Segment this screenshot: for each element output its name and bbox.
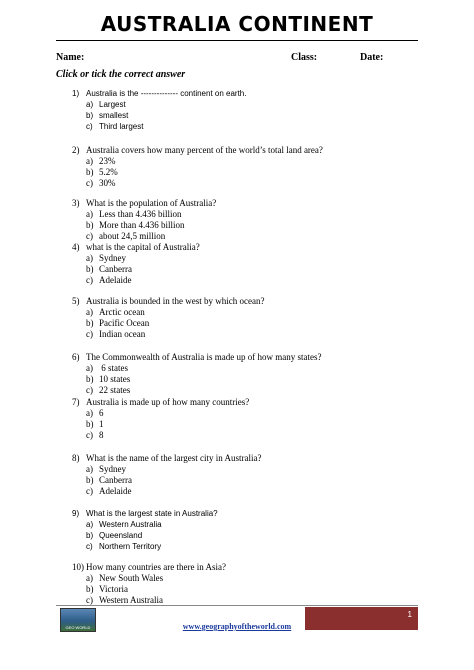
question-2 xyxy=(72,145,323,156)
question-number: 4) xyxy=(72,242,80,252)
question-text: Australia is the -------------- continent on earth. xyxy=(86,89,247,98)
answer-option[interactable] xyxy=(86,307,149,318)
question-8 xyxy=(72,453,262,464)
answer-option[interactable] xyxy=(86,167,118,178)
option-text: smallest xyxy=(99,111,129,120)
option-text: Western Australia xyxy=(99,595,164,605)
answer-option[interactable] xyxy=(86,530,162,541)
question-number: 6) xyxy=(72,352,80,362)
option-letter: a) xyxy=(86,100,94,109)
question-number: 9) xyxy=(72,509,80,518)
class-label: Class: xyxy=(291,52,318,63)
option-text: 1 xyxy=(99,419,104,429)
answer-options xyxy=(86,464,132,497)
question-number: 3) xyxy=(72,198,80,208)
option-letter: a) xyxy=(86,464,93,474)
answer-option[interactable] xyxy=(86,573,163,584)
option-text: 5.2% xyxy=(99,167,118,177)
option-letter: b) xyxy=(86,374,94,384)
option-letter: b) xyxy=(86,419,94,429)
logo-text: GEO WORLD xyxy=(65,625,91,630)
answer-option[interactable] xyxy=(86,385,130,396)
option-text: Indian ocean xyxy=(99,329,146,339)
option-text: Adelaide xyxy=(99,275,132,285)
option-letter: b) xyxy=(86,264,94,274)
question-number: 7) xyxy=(72,397,80,407)
option-text: Queensland xyxy=(99,531,143,540)
option-text: 30% xyxy=(99,178,116,188)
answer-option[interactable] xyxy=(86,110,143,121)
page-title: AUSTRALIA CONTINENT xyxy=(100,12,374,36)
answer-option[interactable] xyxy=(86,209,185,220)
question-number: 8) xyxy=(72,453,80,463)
question-number: 5) xyxy=(72,296,80,306)
question-text: Australia is made up of how many countries? xyxy=(86,397,250,407)
answer-option[interactable] xyxy=(86,231,185,242)
option-text: about 24,5 million xyxy=(99,231,166,241)
option-text: Sydney xyxy=(99,253,126,263)
title-rule xyxy=(56,40,418,41)
option-letter: c) xyxy=(86,385,93,395)
question-text: What is the population of Australia? xyxy=(86,198,217,208)
option-text: Victoria xyxy=(99,584,128,594)
option-letter: b) xyxy=(86,167,94,177)
question-4 xyxy=(72,242,200,253)
option-letter: a) xyxy=(86,520,94,529)
answer-option[interactable] xyxy=(86,253,132,264)
option-letter: c) xyxy=(86,178,93,188)
answer-options xyxy=(86,156,118,189)
footer-divider xyxy=(56,605,418,606)
option-text: 6 xyxy=(99,408,104,418)
answer-options xyxy=(86,408,104,441)
option-letter: c) xyxy=(86,595,93,605)
option-text: More than 4.436 billion xyxy=(99,220,185,230)
question-text: what is the capital of Australia? xyxy=(86,242,200,252)
instruction-text: Click or tick the correct answer xyxy=(56,69,186,80)
option-letter: a) xyxy=(86,307,93,317)
answer-option[interactable] xyxy=(86,374,130,385)
option-text: Northern Territory xyxy=(99,542,162,551)
option-letter: a) xyxy=(86,253,93,263)
question-3 xyxy=(72,198,216,209)
answer-option[interactable] xyxy=(86,318,149,329)
option-text: Western Australia xyxy=(99,520,162,529)
question-10 xyxy=(72,562,226,573)
option-text: Less than 4.436 billion xyxy=(99,209,182,219)
question-text: How many countries are there in Asia? xyxy=(86,562,226,572)
option-letter: c) xyxy=(86,231,93,241)
option-letter: b) xyxy=(86,531,94,540)
option-letter: a) xyxy=(86,408,93,418)
answer-options xyxy=(86,209,185,242)
question-number: 10) xyxy=(72,562,84,572)
answer-option[interactable] xyxy=(86,430,104,441)
answer-option[interactable] xyxy=(86,121,143,132)
answer-option[interactable] xyxy=(86,178,118,189)
option-text: Canberra xyxy=(99,264,132,274)
answer-options xyxy=(86,363,130,396)
option-letter: a) xyxy=(86,573,93,583)
answer-option[interactable] xyxy=(86,475,132,486)
answer-option[interactable] xyxy=(86,408,104,419)
answer-options xyxy=(86,253,132,286)
question-1 xyxy=(72,88,246,99)
answer-option[interactable] xyxy=(86,99,143,110)
option-text: New South Wales xyxy=(99,573,164,583)
option-letter: a) xyxy=(86,363,93,373)
option-text: Canberra xyxy=(99,475,132,485)
option-letter: c) xyxy=(86,430,93,440)
question-text: Australia is bounded in the west by which ocean? xyxy=(86,296,265,306)
question-number: 1) xyxy=(72,89,80,98)
answer-option[interactable] xyxy=(86,220,185,231)
question-text: The Commonwealth of Australia is made up of how many states? xyxy=(86,352,322,362)
answer-option[interactable] xyxy=(86,264,132,275)
answer-option[interactable] xyxy=(86,329,149,340)
option-text: 22 states xyxy=(99,385,131,395)
option-text: Arctic ocean xyxy=(99,307,145,317)
option-letter: b) xyxy=(86,584,94,594)
answer-option[interactable] xyxy=(86,419,104,430)
answer-options xyxy=(86,307,149,340)
question-text: What is the largest state in Australia? xyxy=(86,509,218,518)
question-7 xyxy=(72,397,249,408)
option-letter: a) xyxy=(86,209,93,219)
answer-options xyxy=(86,519,162,552)
answer-option[interactable] xyxy=(86,275,132,286)
answer-option[interactable] xyxy=(86,363,130,374)
answer-option[interactable] xyxy=(86,519,162,530)
question-number: 2) xyxy=(72,145,80,155)
question-6 xyxy=(72,352,321,363)
name-label: Name: xyxy=(56,52,85,63)
question-9 xyxy=(72,508,218,519)
answer-option[interactable] xyxy=(86,486,132,497)
option-text: 6 states xyxy=(99,363,128,373)
option-text: Largest xyxy=(99,100,126,109)
answer-option[interactable] xyxy=(86,464,132,475)
option-letter: b) xyxy=(86,318,94,328)
answer-option[interactable] xyxy=(86,584,163,595)
option-text: Adelaide xyxy=(99,486,132,496)
answer-options xyxy=(86,573,163,606)
option-letter: a) xyxy=(86,156,93,166)
date-label: Date: xyxy=(360,52,384,63)
question-5 xyxy=(72,296,264,307)
option-letter: b) xyxy=(86,475,94,485)
website-link[interactable]: www.geographyoftheworld.com xyxy=(182,622,292,631)
answer-option[interactable] xyxy=(86,156,118,167)
option-letter: c) xyxy=(86,275,93,285)
option-text: Pacific Ocean xyxy=(99,318,150,328)
question-text: What is the name of the largest city in Australia? xyxy=(86,453,262,463)
answer-options xyxy=(86,99,143,132)
option-text: 10 states xyxy=(99,374,131,384)
option-letter: c) xyxy=(86,122,93,131)
option-letter: b) xyxy=(86,220,94,230)
question-text: Australia covers how many percent of the world’s total land area? xyxy=(86,145,323,155)
option-letter: c) xyxy=(86,329,93,339)
answer-option[interactable] xyxy=(86,541,162,552)
option-text: 23% xyxy=(99,156,116,166)
option-letter: b) xyxy=(86,111,94,120)
page-number: 1 xyxy=(407,610,412,619)
option-text: Third largest xyxy=(99,122,144,131)
option-text: Sydney xyxy=(99,464,126,474)
option-letter: c) xyxy=(86,486,93,496)
option-letter: c) xyxy=(86,542,93,551)
option-text: 8 xyxy=(99,430,104,440)
